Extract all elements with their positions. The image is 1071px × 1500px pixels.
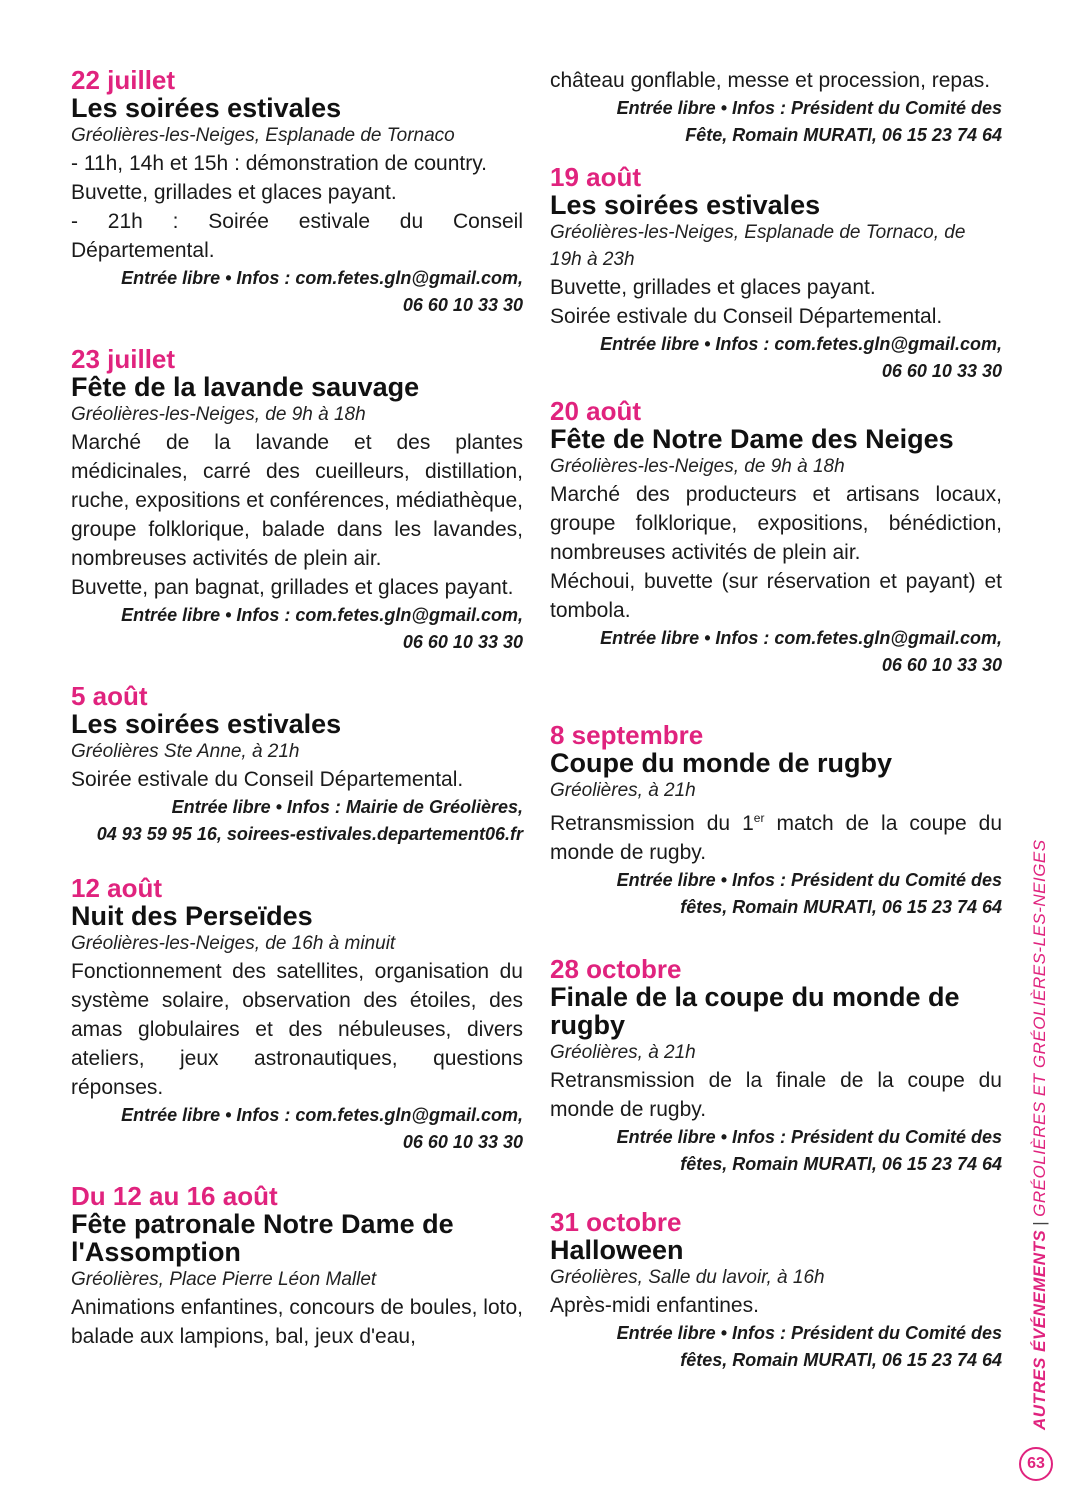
event-place: Gréolières, à 21h [550, 1042, 696, 1063]
desc-paragraph: Marché des producteurs et artisans locaux, groupe folklorique, expositions, bénédiction, nombreuses activités de plein air. [550, 483, 1002, 564]
event-date: 19 août [550, 162, 642, 192]
info-line: Entrée libre • Infos : Président du Comité des [616, 1323, 1002, 1343]
event-title: Halloween [550, 1235, 684, 1265]
event-19-aout [550, 163, 1002, 385]
event-info [550, 1124, 1002, 1178]
event-22-juillet [71, 66, 523, 319]
event-title: Fête de Notre Dame des Neiges [550, 424, 954, 454]
info-line: 06 60 10 33 30 [402, 295, 523, 315]
event-date: 23 juillet [71, 344, 176, 374]
event-info [550, 867, 1002, 921]
event-place: Gréolières, Salle du lavoir, à 16h [550, 1267, 825, 1288]
event-place: Gréolières-les-Neiges, Esplanade de Tornaco, de 19h à 23h [550, 222, 966, 270]
info-line: fêtes, Romain MURATI, 06 15 23 74 64 [680, 1154, 1002, 1174]
desc-paragraph: Soirée estivale du Conseil Départemental. [550, 305, 943, 328]
event-date: 8 septembre [550, 720, 704, 750]
event-description [71, 149, 523, 265]
event-place: Gréolières-les-Neiges, de 16h à minuit [71, 933, 396, 954]
event-info [71, 794, 523, 848]
info-line: fêtes, Romain MURATI, 06 15 23 74 64 [680, 897, 1002, 917]
event-description [71, 428, 523, 602]
event-description [71, 957, 523, 1102]
desc-paragraph: Fonctionnement des satellites, organisation du système solaire, observation des étoiles, des amas globulaires et des nébuleuses, divers ateliers, jeux astronautiques, questions réponses. [71, 960, 523, 1099]
info-line: Fête, Romain MURATI, 06 15 23 74 64 [685, 125, 1002, 145]
event-date: 31 octobre [550, 1207, 682, 1237]
info-line: 06 60 10 33 30 [402, 632, 523, 652]
event-info [550, 1320, 1002, 1374]
desc-paragraph: Animations enfantines, concours de boules, loto, balade aux lampions, bal, jeux d'eau, [71, 1296, 523, 1348]
event-8-septembre [550, 721, 1002, 921]
info-line: Entrée libre • Infos : com.fetes.gln@gmail.com, [121, 605, 523, 625]
event-description [71, 765, 523, 794]
label-separator: | [1030, 1220, 1049, 1226]
section-side-label [1030, 839, 1050, 1430]
event-info [550, 625, 1002, 679]
event-place: Gréolières, à 21h [550, 780, 696, 801]
event-31-octobre [550, 1208, 1002, 1374]
desc-paragraph: Après-midi enfantines. [550, 1294, 759, 1317]
desc-paragraph: Soirée estivale du Conseil Départemental. [71, 768, 464, 791]
event-title: Fête patronale Notre Dame de l'Assomption [71, 1209, 454, 1267]
desc-paragraph: Retransmission de la finale de la coupe du monde de rugby. [550, 1069, 1002, 1121]
event-info [550, 331, 1002, 385]
info-line: fêtes, Romain MURATI, 06 15 23 74 64 [680, 1350, 1002, 1370]
event-info [71, 1102, 523, 1156]
event-date: 5 août [71, 681, 148, 711]
event-info [71, 265, 523, 319]
right-column [550, 66, 1002, 1400]
info-line: 06 60 10 33 30 [881, 655, 1002, 675]
event-title: Fête de la lavande sauvage [71, 372, 420, 402]
event-date: 12 août [71, 873, 163, 903]
event-place: Gréolières, Place Pierre Léon Mallet [71, 1269, 377, 1290]
desc-text: Retransmission du 1 [550, 812, 754, 835]
event-12-aout [71, 874, 523, 1156]
event-title: Les soirées estivales [71, 93, 342, 123]
event-place: Gréolières-les-Neiges, de 9h à 18h [71, 404, 366, 425]
desc-paragraph: Méchoui, buvette (sur réservation et payant) et tombola. [550, 570, 1002, 622]
event-description [71, 1293, 523, 1351]
event-20-aout [550, 397, 1002, 679]
desc-paragraph: Buvette, pan bagnat, grillades et glaces payant. [71, 576, 514, 599]
info-line: Entrée libre • Infos : Président du Comité des [616, 870, 1002, 890]
event-description [550, 66, 1002, 95]
desc-paragraph: château gonflable, messe et procession, repas. [550, 69, 991, 92]
desc-paragraph: - 21h : Soirée estivale du Conseil Départemental. [71, 210, 523, 262]
event-title: Les soirées estivales [71, 709, 342, 739]
section-name: AUTRES ÉVÉNEMENTS [1030, 1229, 1049, 1430]
event-date: Du 12 au 16 août [71, 1181, 278, 1211]
event-23-juillet [71, 345, 523, 656]
location-name: GRÉOLIÈRES ET GRÉOLIÈRES-LES-NEIGES [1030, 839, 1049, 1217]
event-place: Gréolières-les-Neiges, Esplanade de Tornaco [71, 125, 455, 146]
desc-paragraph: Marché de la lavande et des plantes médicinales, carré des cueilleurs, distillation, ruche, expositions et conférences, médiathèque, groupe folklorique, balade dans les lavandes, nombreuses activités de plein air. [71, 431, 523, 570]
event-title: Coupe du monde de rugby [550, 748, 892, 778]
info-line: Entrée libre • Infos : com.fetes.gln@gmail.com, [121, 1105, 523, 1125]
page-number: 63 [1019, 1447, 1053, 1481]
event-28-octobre [550, 955, 1002, 1178]
info-line: 06 60 10 33 30 [881, 361, 1002, 381]
info-line: Entrée libre • Infos : Mairie de Gréolières, [171, 797, 523, 817]
info-line: Entrée libre • Infos : com.fetes.gln@gmail.com, [121, 268, 523, 288]
event-title: Finale de la coupe du monde de rugby [550, 982, 960, 1040]
event-title: Les soirées estivales [550, 190, 821, 220]
ordinal-superscript: er [753, 811, 765, 825]
event-description [550, 1066, 1002, 1124]
event-info [71, 602, 523, 656]
info-line: 04 93 59 95 16, soirees-estivales.departement06.fr [96, 824, 523, 844]
event-description [550, 804, 1002, 867]
desc-paragraph: - 11h, 14h et 15h : démonstration de country. [71, 152, 487, 175]
event-12-16-aout-continued [550, 66, 1002, 149]
event-date: 20 août [550, 396, 642, 426]
desc-paragraph: Buvette, grillades et glaces payant. [550, 276, 876, 299]
event-description [550, 480, 1002, 625]
event-description [550, 273, 1002, 331]
desc-paragraph [550, 804, 1002, 867]
desc-text: match de la coupe du monde de rugby. [550, 812, 1003, 864]
event-title: Nuit des Perseïdes [71, 901, 313, 931]
event-description [550, 1291, 1002, 1320]
event-12-16-aout [71, 1182, 523, 1351]
info-line: Entrée libre • Infos : com.fetes.gln@gmail.com, [600, 334, 1002, 354]
event-5-aout [71, 682, 523, 848]
info-line: Entrée libre • Infos : com.fetes.gln@gmail.com, [600, 628, 1002, 648]
info-line: Entrée libre • Infos : Président du Comité des [616, 98, 1002, 118]
info-line: Entrée libre • Infos : Président du Comité des [616, 1127, 1002, 1147]
event-info [550, 95, 1002, 149]
info-line: 06 60 10 33 30 [402, 1132, 523, 1152]
left-column [71, 66, 523, 1377]
event-place: Gréolières Ste Anne, à 21h [71, 741, 300, 762]
event-date: 28 octobre [550, 954, 682, 984]
event-place: Gréolières-les-Neiges, de 9h à 18h [550, 456, 845, 477]
event-date: 22 juillet [71, 65, 176, 95]
desc-paragraph: Buvette, grillades et glaces payant. [71, 181, 397, 204]
